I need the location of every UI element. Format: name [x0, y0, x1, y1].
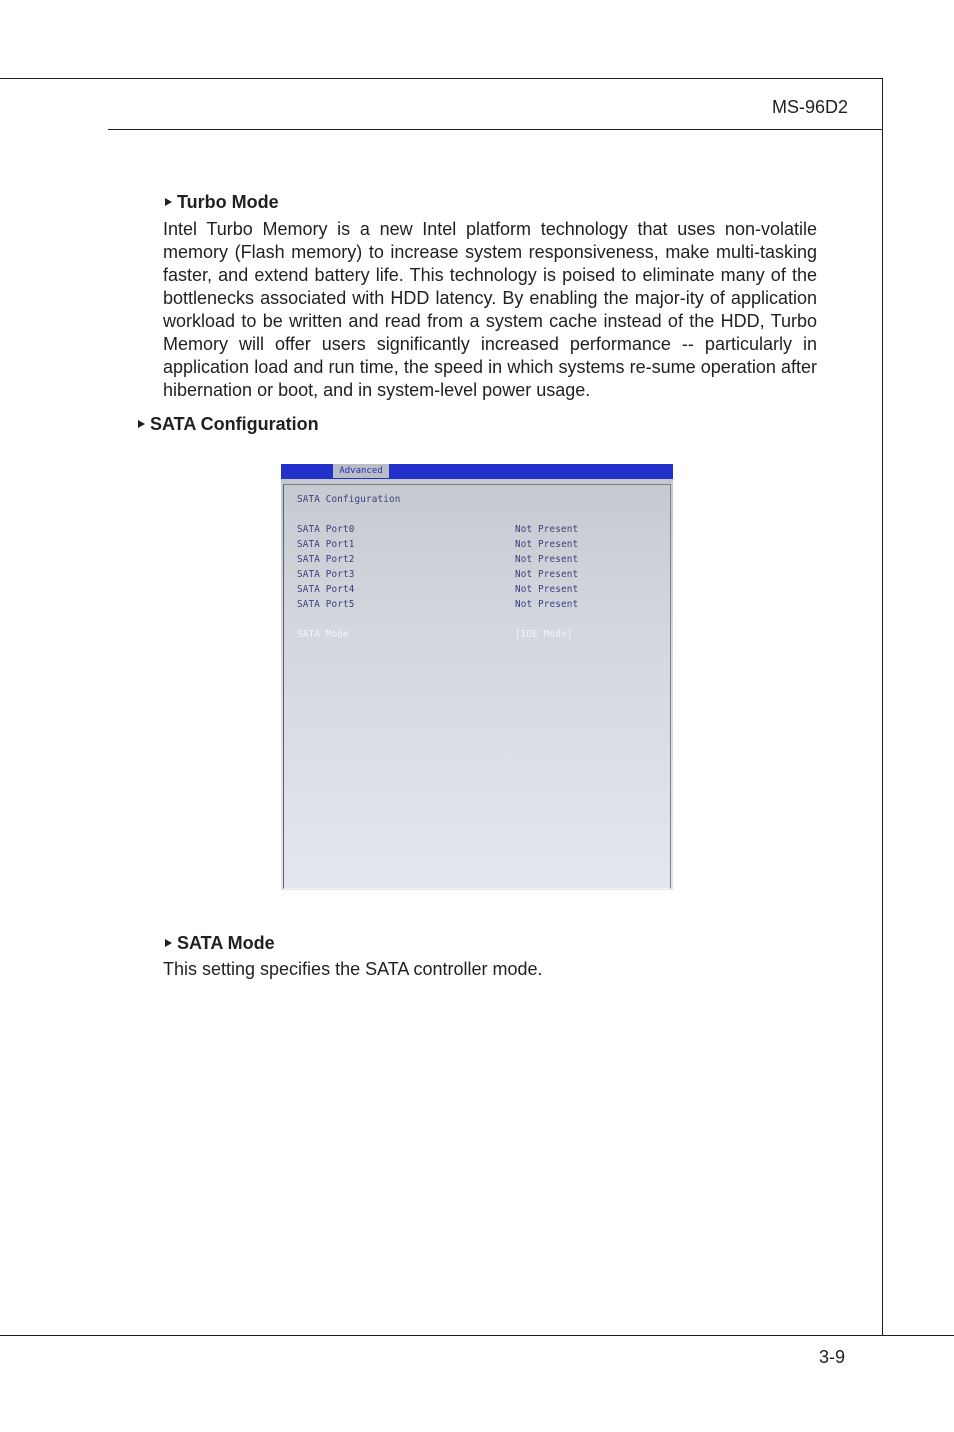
bios-tab-advanced: Advanced — [333, 464, 389, 478]
bios-section-title: SATA Configuration — [297, 494, 401, 505]
turbo-mode-description: Intel Turbo Memory is a new Intel platform technology that uses non-volatile memory (Flash memory) to increase system responsiveness, make multi-tasking faster, and extend battery life. This technology is poised to eliminate many of the bottlenecks associated with HDD latency. By enabling the major-ity of application workload to be written and read from a system cache instead of the HDD, Turbo Memory will offer users significantly increased performance -- particularly in application load and run time, the speed in which systems re-sume operation after hibernation or boot, and in system-level power usage. — [163, 219, 817, 400]
bios-port-label: SATA Port1 — [297, 539, 355, 550]
bios-sata-mode-value: [IDE Mode] — [515, 629, 573, 640]
bios-port-value: Not Present — [515, 584, 579, 595]
bios-port-value: Not Present — [515, 569, 579, 580]
heading-text: Turbo Mode — [177, 192, 279, 212]
triangle-bullet-icon — [165, 198, 172, 206]
triangle-bullet-icon — [138, 420, 145, 428]
bios-port-label: SATA Port5 — [297, 599, 355, 610]
heading-sata-configuration — [138, 414, 319, 435]
bios-port-value: Not Present — [515, 554, 579, 565]
heading-turbo-mode — [165, 192, 279, 213]
heading-text: SATA Mode — [177, 933, 275, 953]
bios-port-value: Not Present — [515, 524, 579, 535]
triangle-bullet-icon — [165, 939, 172, 947]
bios-port-label: SATA Port3 — [297, 569, 355, 580]
bios-screenshot — [281, 464, 673, 890]
bios-sata-mode-label: SATA Mode — [297, 629, 349, 640]
bios-port-label: SATA Port4 — [297, 584, 355, 595]
bios-port-label: SATA Port0 — [297, 524, 355, 535]
footer-rule — [0, 1335, 954, 1336]
bios-port-label: SATA Port2 — [297, 554, 355, 565]
heading-sata-mode — [165, 933, 275, 954]
model-number: MS-96D2 — [771, 97, 848, 117]
sata-mode-description: This setting specifies the SATA controller mode. — [163, 959, 543, 979]
right-margin-rule — [882, 78, 883, 1336]
header-rule — [108, 129, 883, 130]
top-rule — [0, 78, 883, 79]
bios-port-value: Not Present — [515, 539, 579, 550]
page-number: 3-9 — [818, 1347, 845, 1367]
heading-text: SATA Configuration — [150, 414, 319, 434]
bios-port-value: Not Present — [515, 599, 579, 610]
